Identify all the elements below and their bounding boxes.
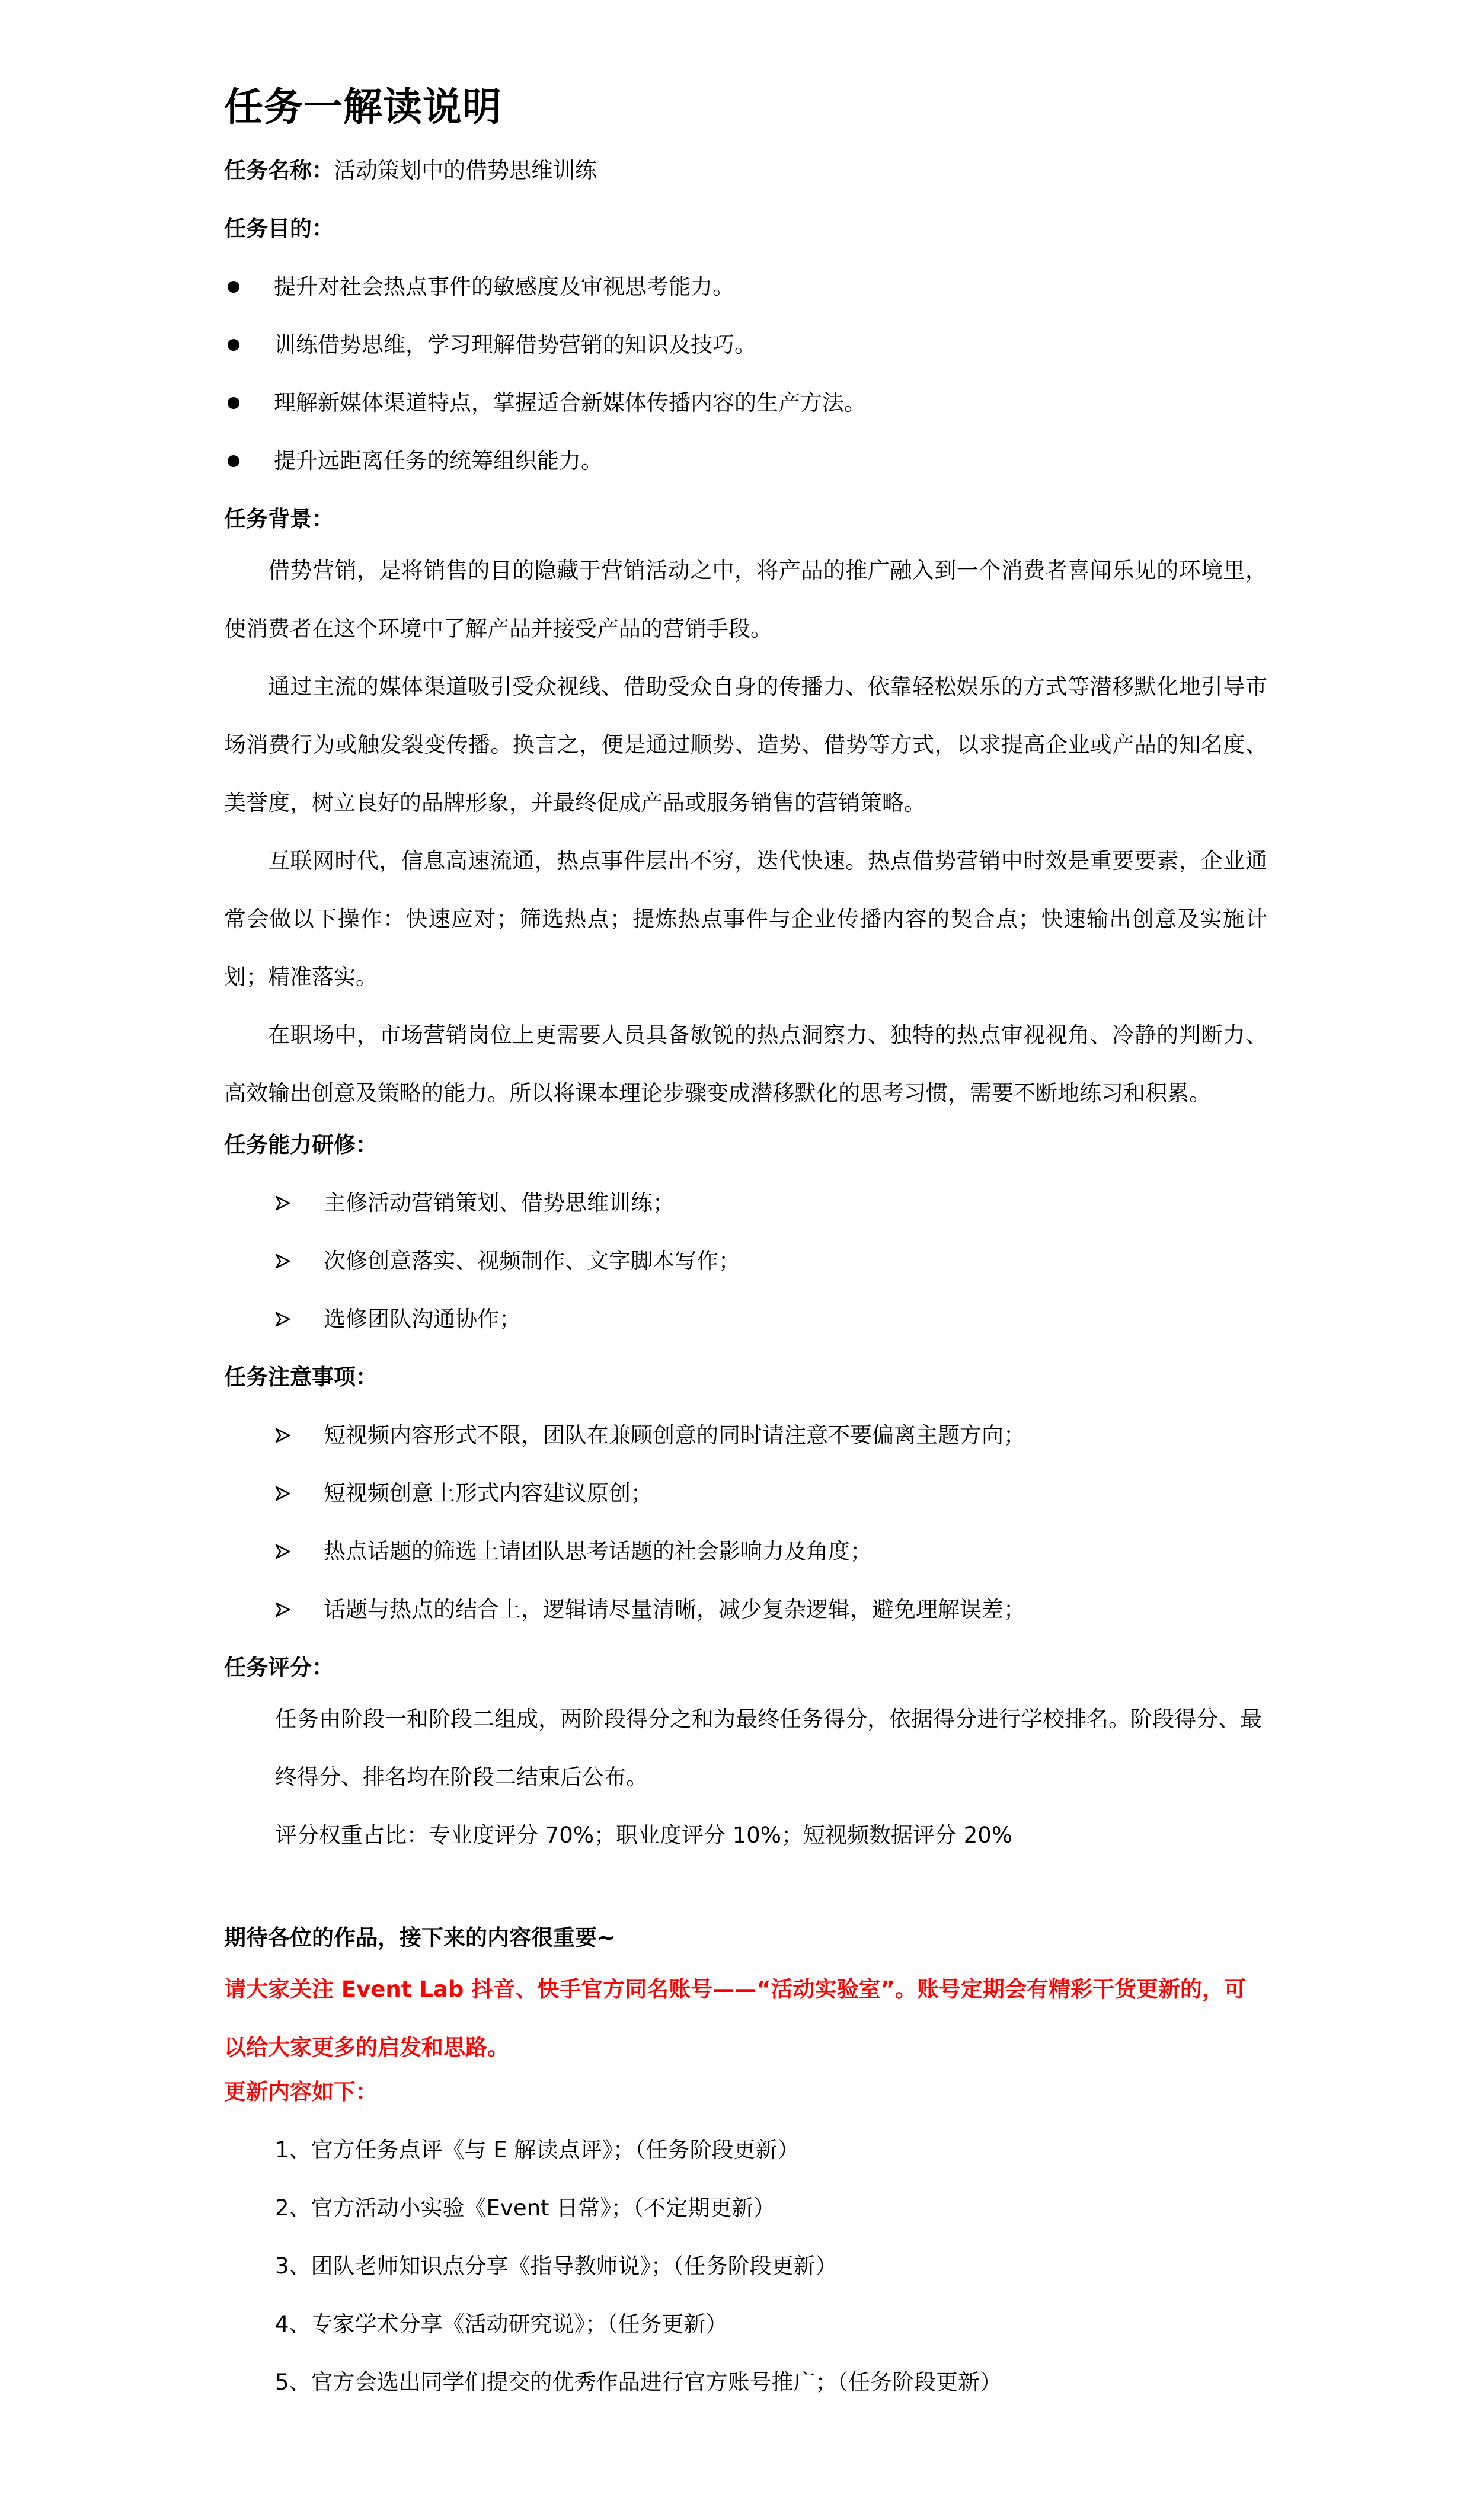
ability-item: [224, 1304, 1267, 1335]
arrow-bullet-icon: [275, 1486, 299, 1501]
purpose-item-text: 理解新媒体渠道特点，掌握适合新媒体传播内容的生产方法。: [274, 390, 866, 415]
update-item: 3、团队老师知识点分享《指导教师说》；（任务阶段更新）: [275, 2253, 838, 2279]
task-name-value: 活动策划中的借势思维训练: [334, 158, 597, 183]
ability-item: [224, 1188, 1267, 1219]
arrow-bullet-icon: [275, 1195, 299, 1211]
bullet-dot-icon: [228, 339, 239, 351]
page-title: 任务一解读说明: [224, 84, 502, 130]
note-item: [224, 1420, 1267, 1451]
updates-heading: 更新内容如下：: [224, 2079, 378, 2105]
note-item: [224, 1478, 1267, 1509]
scoring-description: 任务由阶段一和阶段二组成，两阶段得分之和为最终任务得分，依据得分进行学校排名。阶段得分、最终得分、排名均在阶段二结束后公布。: [275, 1706, 1262, 1790]
background-paragraph: 通过主流的媒体渠道吸引受众视线、借助受众自身的传播力、依靠轻松娱乐的方式等潜移默化地引导市场消费行为或触发裂变传播。换言之，便是通过顺势、造势、借势等方式，以求提高企业或产品的知名度、美誉度，树立良好的品牌形象，并最终促成产品或服务销售的营销策略。: [224, 674, 1267, 816]
note-item-text: 话题与热点的结合上，逻辑请尽量清晰，减少复杂逻辑，避免理解误差；: [324, 1597, 1025, 1622]
update-item: 4、专家学术分享《活动研究说》；（任务更新）: [275, 2311, 728, 2337]
scoring-heading: 任务评分：: [224, 1655, 334, 1680]
document-page: [224, 71, 1267, 2425]
purpose-heading: 任务目的：: [224, 216, 334, 241]
bullet-dot-icon: [228, 397, 239, 409]
section-spacer: [224, 1865, 1267, 1923]
arrow-bullet-icon: [275, 1312, 299, 1327]
purpose-item: [224, 388, 1267, 418]
note-item: [224, 1594, 1267, 1625]
bullet-dot-icon: [228, 455, 239, 467]
scoring-weights: 评分权重占比：专业度评分 70%；职业度评分 10%；短视频数据评分 20%: [275, 1822, 1012, 1848]
follow-account-notice: 请大家关注 Event Lab 抖音、快手官方同名账号——“活动实验室”。账号定期会有精彩干货更新的，可以给大家更多的启发和思路。: [224, 1977, 1246, 2060]
arrow-bullet-icon: [275, 1428, 299, 1443]
purpose-item: [224, 330, 1267, 360]
closing-lead: 期待各位的作品，接下来的内容很重要~: [224, 1925, 616, 1950]
ability-item-text: 主修活动营销策划、借势思维训练；: [324, 1190, 675, 1216]
update-item: 2、官方活动小实验《Event 日常》；（不定期更新）: [275, 2195, 776, 2221]
notes-heading: 任务注意事项：: [224, 1364, 378, 1390]
background-paragraph: 借势营销，是将销售的目的隐藏于营销活动之中，将产品的推广融入到一个消费者喜闻乐见的环境里，使消费者在这个环境中了解产品并接受产品的营销手段。: [224, 558, 1267, 641]
task-name-line: [224, 155, 1267, 186]
update-item: 5、官方会选出同学们提交的优秀作品进行官方账号推广；（任务阶段更新）: [275, 2369, 1002, 2395]
bullet-dot-icon: [228, 281, 239, 293]
purpose-item-text: 训练借势思维，学习理解借势营销的知识及技巧。: [274, 332, 756, 357]
abilities-heading: 任务能力研修：: [224, 1132, 378, 1157]
update-item: 1、官方任务点评《与 E 解读点评》；（任务阶段更新）: [275, 2137, 800, 2163]
arrow-bullet-icon: [275, 1602, 299, 1617]
ability-item-text: 次修创意落实、视频制作、文字脚本写作；: [324, 1248, 740, 1274]
purpose-item: [224, 271, 1267, 302]
note-item-text: 热点话题的筛选上请团队思考话题的社会影响力及角度；: [324, 1539, 872, 1564]
background-paragraph: 互联网时代，信息高速流通，热点事件层出不穷，迭代快速。热点借势营销中时效是重要要素，企业通常会做以下操作：快速应对；筛选热点；提炼热点事件与企业传播内容的契合点；快速输出创意及实施计划；精准落实。: [224, 848, 1267, 990]
ability-item: [224, 1246, 1267, 1277]
note-item-text: 短视频内容形式不限，团队在兼顾创意的同时请注意不要偏离主题方向；: [324, 1422, 1025, 1448]
ability-item-text: 选修团队沟通协作；: [324, 1306, 521, 1332]
note-item-text: 短视频创意上形式内容建议原创；: [324, 1480, 653, 1506]
purpose-item-text: 提升对社会热点事件的敏感度及审视思考能力。: [274, 274, 734, 299]
background-paragraph: 在职场中，市场营销岗位上更需要人员具备敏锐的热点洞察力、独特的热点审视视角、冷静的判断力、高效输出创意及策略的能力。所以将课本理论步骤变成潜移默化的思考习惯，需要不断地练习和积累。: [224, 1022, 1267, 1106]
background-heading: 任务背景：: [224, 506, 334, 532]
purpose-item-text: 提升远距离任务的统筹组织能力。: [274, 448, 603, 474]
arrow-bullet-icon: [275, 1253, 299, 1269]
purpose-item: [224, 446, 1267, 477]
arrow-bullet-icon: [275, 1544, 299, 1559]
task-name-label: 任务名称：: [224, 158, 334, 183]
note-item: [224, 1536, 1267, 1567]
